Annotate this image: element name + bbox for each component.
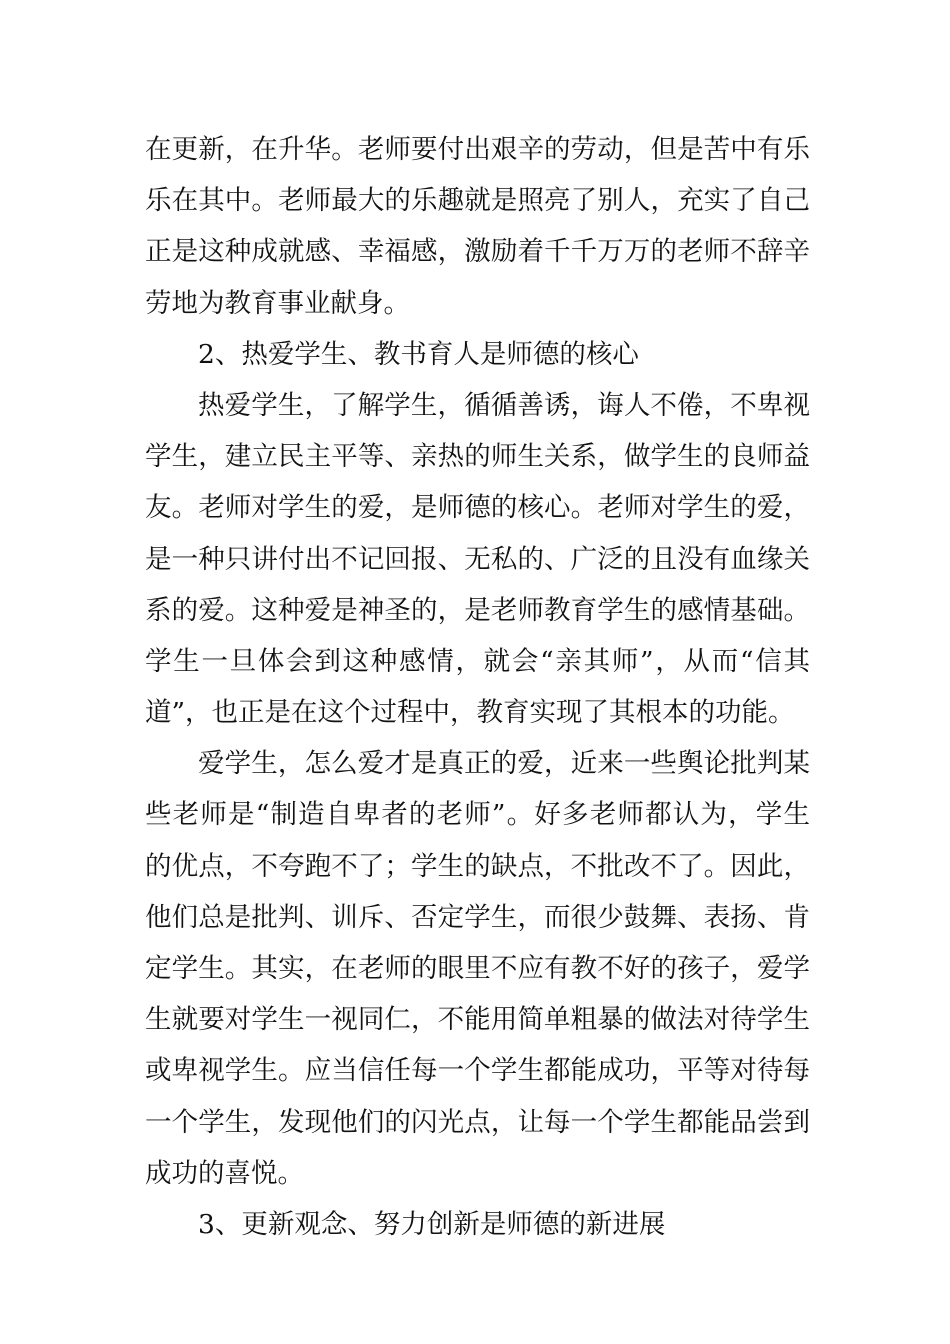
text-line: 定学生。其实，在老师的眼里不应有教不好的孩子，爱学 [145,953,810,984]
text-line: 或卑视学生。应当信任每一个学生都能成功，平等对待每 [145,1055,810,1087]
heading-line: 3、更新观念、努力创新是师德的新进展 [198,1208,666,1240]
text-line: 劳地为教育事业献身。 [145,287,410,319]
text-line: 系的爱。这种爱是神圣的，是老师教育学生的感情基础。 [145,594,810,626]
text-line: 是一种只讲付出不记回报、无私的、广泛的且没有血缘关 [145,543,810,575]
text-line: 生就要对学生一视同仁，不能用简单粗暴的做法对待学生 [145,1004,810,1036]
text-line: 热爱学生，了解学生，循循善诱，诲人不倦，不卑视 [198,389,810,421]
text-line: 乐在其中。老师最大的乐趣就是照亮了别人，充实了自己 [145,185,810,217]
text-line: 成功的喜悦。 [145,1157,304,1189]
text-line: 正是这种成就感、幸福感，激励着千千万万的老师不辞辛 [145,236,810,268]
paragraph-continuation [145,124,810,329]
text-line: 一个学生，发现他们的闪光点，让每一个学生都能品尝到 [145,1106,810,1138]
text-line: 他们总是批判、训斥、否定学生，而很少鼓舞、表扬、肯 [145,901,810,933]
text-line: 在更新，在升华。老师要付出艰辛的劳动，但是苦中有乐 [145,134,810,165]
paragraph-love-students [145,380,810,738]
text-line: 的优点，不夸跑不了；学生的缺点，不批改不了。因此， [145,850,810,882]
text-line: 学生一旦体会到这种感情，就会“亲其师”，从而“信其 [145,645,810,677]
paragraph-true-love [145,738,810,1199]
text-line: 学生，建立民主平等、亲热的师生关系，做学生的良师益 [145,441,810,473]
text-line: 些老师是“制造自卑者的老师”。好多老师都认为，学生 [145,799,810,831]
heading-line: 2、热爱学生、教书育人是师德的核心 [198,338,639,370]
text-line: 友。老师对学生的爱，是师德的核心。老师对学生的爱， [145,492,810,524]
section-heading-2 [145,329,810,380]
section-heading-3 [145,1199,810,1250]
text-line: 道”，也正是在这个过程中，教育实现了其根本的功能。 [145,697,795,729]
document-body [145,124,810,1250]
text-line: 爱学生，怎么爱才是真正的爱，近来一些舆论批判某 [198,748,810,780]
